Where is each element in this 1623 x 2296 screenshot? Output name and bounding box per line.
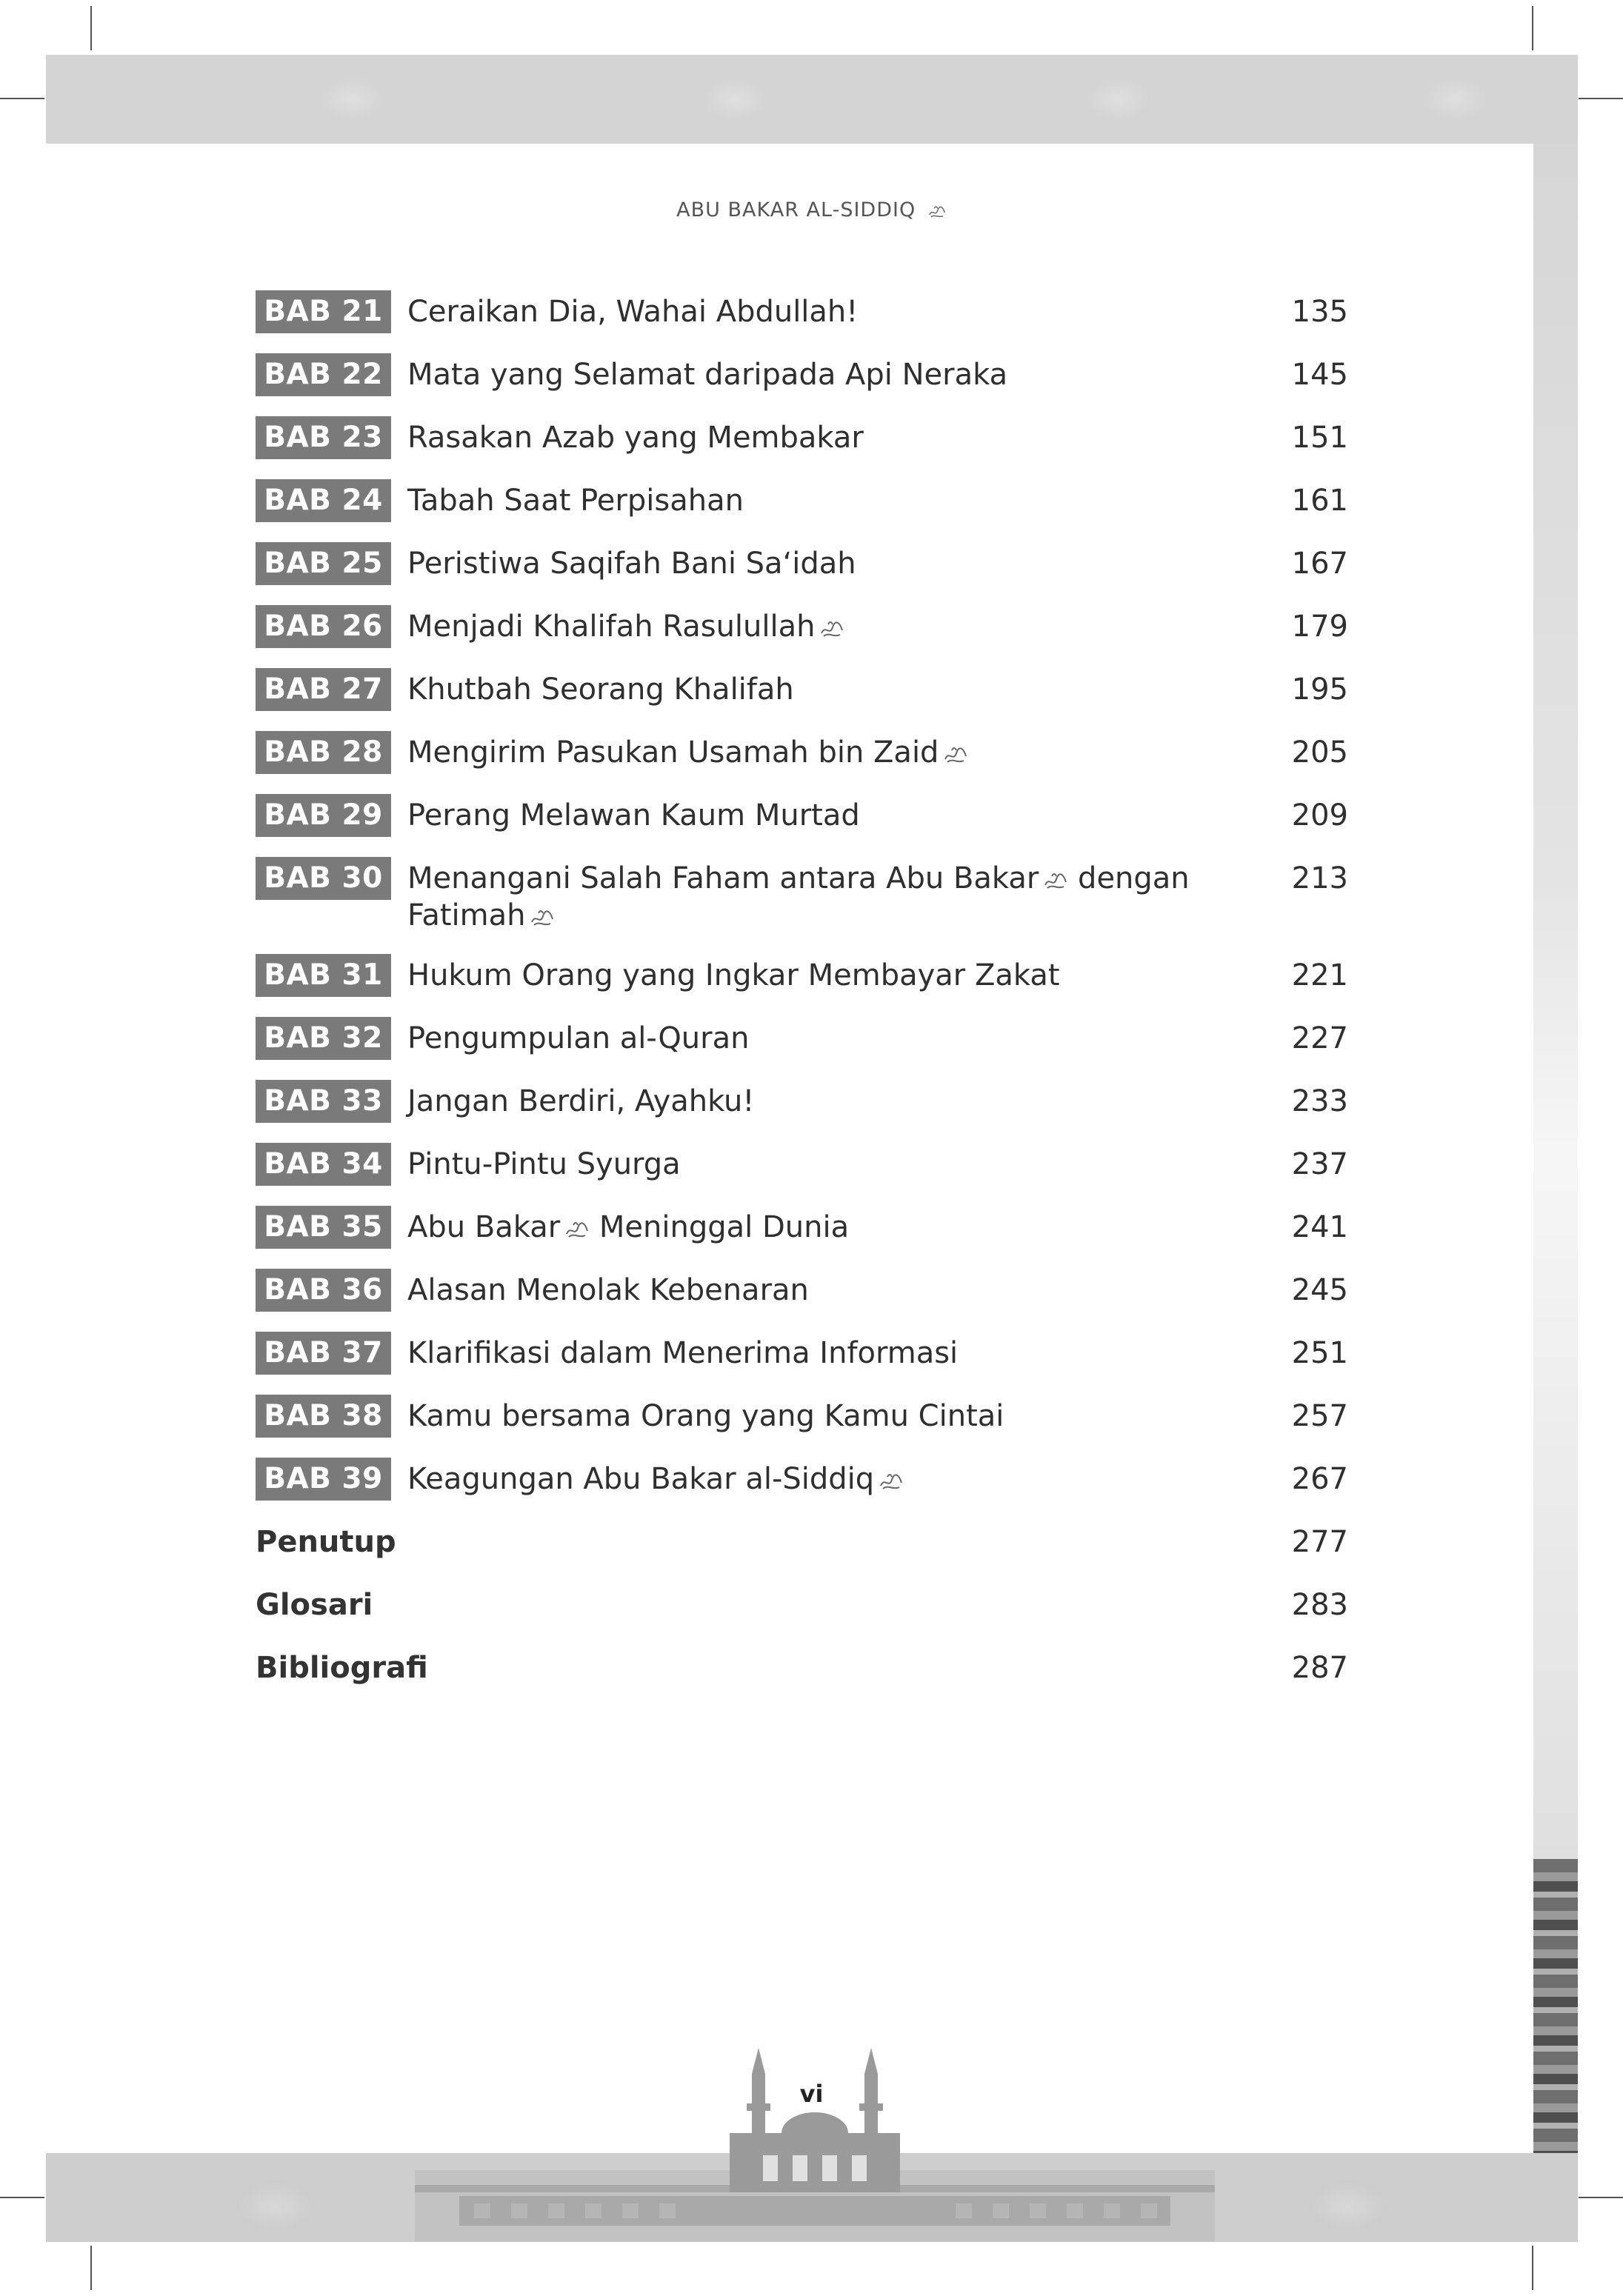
page-number: 233 bbox=[1291, 1084, 1348, 1118]
toc-entry-bibliografi[interactable] bbox=[256, 1646, 1348, 1689]
chapter-title-text: Pengumpulan al-Quran bbox=[407, 1021, 750, 1055]
chapter-title-text: Hukum Orang yang Ingkar Membayar Zakat bbox=[407, 958, 1060, 992]
chapter-title-text: Menangani Salah Faham antara Abu Bakar bbox=[407, 861, 1039, 895]
honorific-calligraphy-icon bbox=[927, 201, 947, 218]
end-matter-title: Bibliografi bbox=[256, 1651, 428, 1685]
chapter-title bbox=[407, 1458, 1193, 1498]
chapter-title bbox=[407, 290, 1193, 330]
chapter-title bbox=[407, 416, 1193, 456]
toc-entry-glosari[interactable] bbox=[256, 1583, 1348, 1626]
chapter-title bbox=[407, 479, 1193, 519]
page-number: 241 bbox=[1291, 1210, 1348, 1244]
page-number: 257 bbox=[1291, 1399, 1348, 1433]
end-matter-title: Glosari bbox=[256, 1588, 373, 1622]
toc-entry[interactable] bbox=[256, 416, 1348, 459]
page-number: 195 bbox=[1291, 673, 1348, 707]
page-number: 277 bbox=[1291, 1525, 1348, 1559]
crop-mark bbox=[90, 2246, 92, 2290]
toc-entry-penutup[interactable] bbox=[256, 1521, 1348, 1564]
honorific-calligraphy-icon bbox=[530, 900, 555, 922]
chapter-badge: BAB 37 bbox=[256, 1332, 391, 1375]
chapter-title-text: Jangan Berdiri, Ayahku! bbox=[407, 1084, 755, 1118]
honorific-calligraphy-icon bbox=[819, 611, 844, 633]
chapter-badge: BAB 22 bbox=[256, 353, 391, 396]
crop-mark bbox=[0, 98, 44, 99]
page-number: 167 bbox=[1291, 547, 1348, 581]
chapter-title-text: Pintu-Pintu Syurga bbox=[407, 1147, 681, 1181]
page-number: 209 bbox=[1291, 798, 1348, 832]
chapter-title bbox=[407, 954, 1193, 994]
chapter-badge: BAB 33 bbox=[256, 1080, 391, 1123]
chapter-title-text: Khutbah Seorang Khalifah bbox=[407, 673, 794, 707]
chapter-title bbox=[407, 605, 1193, 645]
page-number: 267 bbox=[1291, 1462, 1348, 1496]
chapter-badge: BAB 30 bbox=[256, 857, 391, 900]
honorific-calligraphy-icon bbox=[564, 1212, 590, 1234]
chapter-title-text: Ceraikan Dia, Wahai Abdullah! bbox=[407, 295, 859, 329]
chapter-title-text: Mata yang Selamat daripada Api Neraka bbox=[407, 358, 1008, 392]
toc-entry[interactable] bbox=[256, 353, 1348, 396]
crop-mark bbox=[1532, 6, 1533, 50]
toc-entry[interactable] bbox=[256, 1395, 1348, 1438]
toc-entry[interactable] bbox=[256, 1143, 1348, 1186]
end-matter-title: Penutup bbox=[256, 1525, 396, 1559]
crop-mark bbox=[1579, 98, 1623, 99]
chapter-badge: BAB 36 bbox=[256, 1269, 391, 1312]
chapter-badge: BAB 23 bbox=[256, 416, 391, 459]
chapter-badge: BAB 25 bbox=[256, 542, 391, 585]
chapter-title bbox=[407, 857, 1193, 934]
page-number: 179 bbox=[1291, 610, 1348, 644]
chapter-title-text: Mengirim Pasukan Usamah bin Zaid bbox=[407, 735, 939, 770]
crop-mark bbox=[0, 2197, 44, 2198]
toc-entry[interactable] bbox=[256, 1080, 1348, 1123]
page-number: 237 bbox=[1291, 1147, 1348, 1181]
toc-entry[interactable] bbox=[256, 479, 1348, 522]
toc-entry[interactable] bbox=[256, 1332, 1348, 1375]
toc-entry[interactable] bbox=[256, 731, 1348, 774]
page-number: 287 bbox=[1291, 1651, 1348, 1685]
chapter-title-text: Perang Melawan Kaum Murtad bbox=[407, 798, 860, 832]
chapter-title bbox=[407, 353, 1193, 393]
page-number: 213 bbox=[1291, 861, 1348, 895]
chapter-title bbox=[407, 668, 1193, 708]
crop-mark bbox=[1532, 2246, 1533, 2290]
top-ornament-band bbox=[46, 55, 1578, 144]
chapter-badge: BAB 28 bbox=[256, 731, 391, 774]
chapter-title bbox=[407, 1332, 1193, 1372]
running-head-text: ABU BAKAR AL-SIDDIQ bbox=[676, 198, 916, 221]
chapter-title bbox=[407, 1143, 1193, 1183]
table-of-contents bbox=[256, 290, 1348, 1709]
chapter-title-text: Keagungan Abu Bakar al-Siddiq bbox=[407, 1462, 875, 1496]
crop-mark bbox=[1579, 2197, 1623, 2198]
chapter-title-text: Fatimah bbox=[407, 898, 526, 932]
chapter-title-text: Peristiwa Saqifah Bani Sa‘idah bbox=[407, 547, 856, 581]
chapter-title bbox=[407, 731, 1193, 771]
chapter-title-text: dengan bbox=[1078, 861, 1190, 895]
running-head bbox=[0, 198, 1623, 221]
chapter-title bbox=[407, 794, 1193, 834]
toc-entry[interactable] bbox=[256, 1206, 1348, 1249]
chapter-badge: BAB 27 bbox=[256, 668, 391, 711]
toc-entry[interactable] bbox=[256, 954, 1348, 997]
chapter-title-text: Kamu bersama Orang yang Kamu Cintai bbox=[407, 1399, 1004, 1433]
toc-entry[interactable] bbox=[256, 1458, 1348, 1501]
chapter-title-text: Rasakan Azab yang Membakar bbox=[407, 421, 864, 455]
page-number: 227 bbox=[1291, 1021, 1348, 1055]
page-number: 245 bbox=[1291, 1273, 1348, 1307]
page-number: 145 bbox=[1291, 358, 1348, 392]
chapter-badge: BAB 26 bbox=[256, 605, 391, 648]
chapter-title bbox=[407, 542, 1193, 582]
chapter-title bbox=[407, 1017, 1193, 1057]
page-number: 221 bbox=[1291, 958, 1348, 992]
honorific-calligraphy-icon bbox=[943, 737, 968, 759]
toc-entry[interactable] bbox=[256, 290, 1348, 333]
chapter-title-text: Alasan Menolak Kebenaran bbox=[407, 1273, 809, 1307]
toc-entry[interactable] bbox=[256, 542, 1348, 585]
toc-entry[interactable] bbox=[256, 794, 1348, 837]
chapter-badge: BAB 38 bbox=[256, 1395, 391, 1438]
chapter-badge: BAB 21 bbox=[256, 290, 391, 333]
mosque-illustration-icon bbox=[415, 2044, 1215, 2242]
toc-entry[interactable] bbox=[256, 1269, 1348, 1312]
chapter-title bbox=[407, 1395, 1193, 1435]
toc-entry[interactable] bbox=[256, 857, 1348, 934]
toc-entry[interactable] bbox=[256, 1017, 1348, 1060]
chapter-badge: BAB 29 bbox=[256, 794, 391, 837]
page-number: 283 bbox=[1291, 1588, 1348, 1622]
chapter-badge: BAB 32 bbox=[256, 1017, 391, 1060]
honorific-calligraphy-icon bbox=[879, 1464, 904, 1486]
chapter-title-text: Tabah Saat Perpisahan bbox=[407, 484, 744, 518]
page-number: 135 bbox=[1291, 295, 1348, 329]
crop-mark bbox=[90, 6, 92, 50]
chapter-title-text: Meninggal Dunia bbox=[599, 1210, 850, 1244]
page-folio: vi bbox=[799, 2080, 824, 2108]
page-number: 151 bbox=[1291, 421, 1348, 455]
chapter-badge: BAB 35 bbox=[256, 1206, 391, 1249]
chapter-title bbox=[407, 1206, 1193, 1246]
chapter-title bbox=[407, 1269, 1193, 1309]
toc-entry[interactable] bbox=[256, 605, 1348, 648]
page-number: 205 bbox=[1291, 735, 1348, 770]
chapter-title-text: Klarifikasi dalam Menerima Informasi bbox=[407, 1336, 959, 1370]
honorific-calligraphy-icon bbox=[1043, 863, 1068, 885]
chapter-title-text: Abu Bakar bbox=[407, 1210, 561, 1244]
chapter-badge: BAB 39 bbox=[256, 1458, 391, 1501]
toc-entry[interactable] bbox=[256, 668, 1348, 711]
page-number: 251 bbox=[1291, 1336, 1348, 1370]
chapter-title-text: Menjadi Khalifah Rasulullah bbox=[407, 610, 816, 644]
chapter-badge: BAB 24 bbox=[256, 479, 391, 522]
page-number: 161 bbox=[1291, 484, 1348, 518]
chapter-badge: BAB 34 bbox=[256, 1143, 391, 1186]
chapter-title bbox=[407, 1080, 1193, 1120]
chapter-badge: BAB 31 bbox=[256, 954, 391, 997]
